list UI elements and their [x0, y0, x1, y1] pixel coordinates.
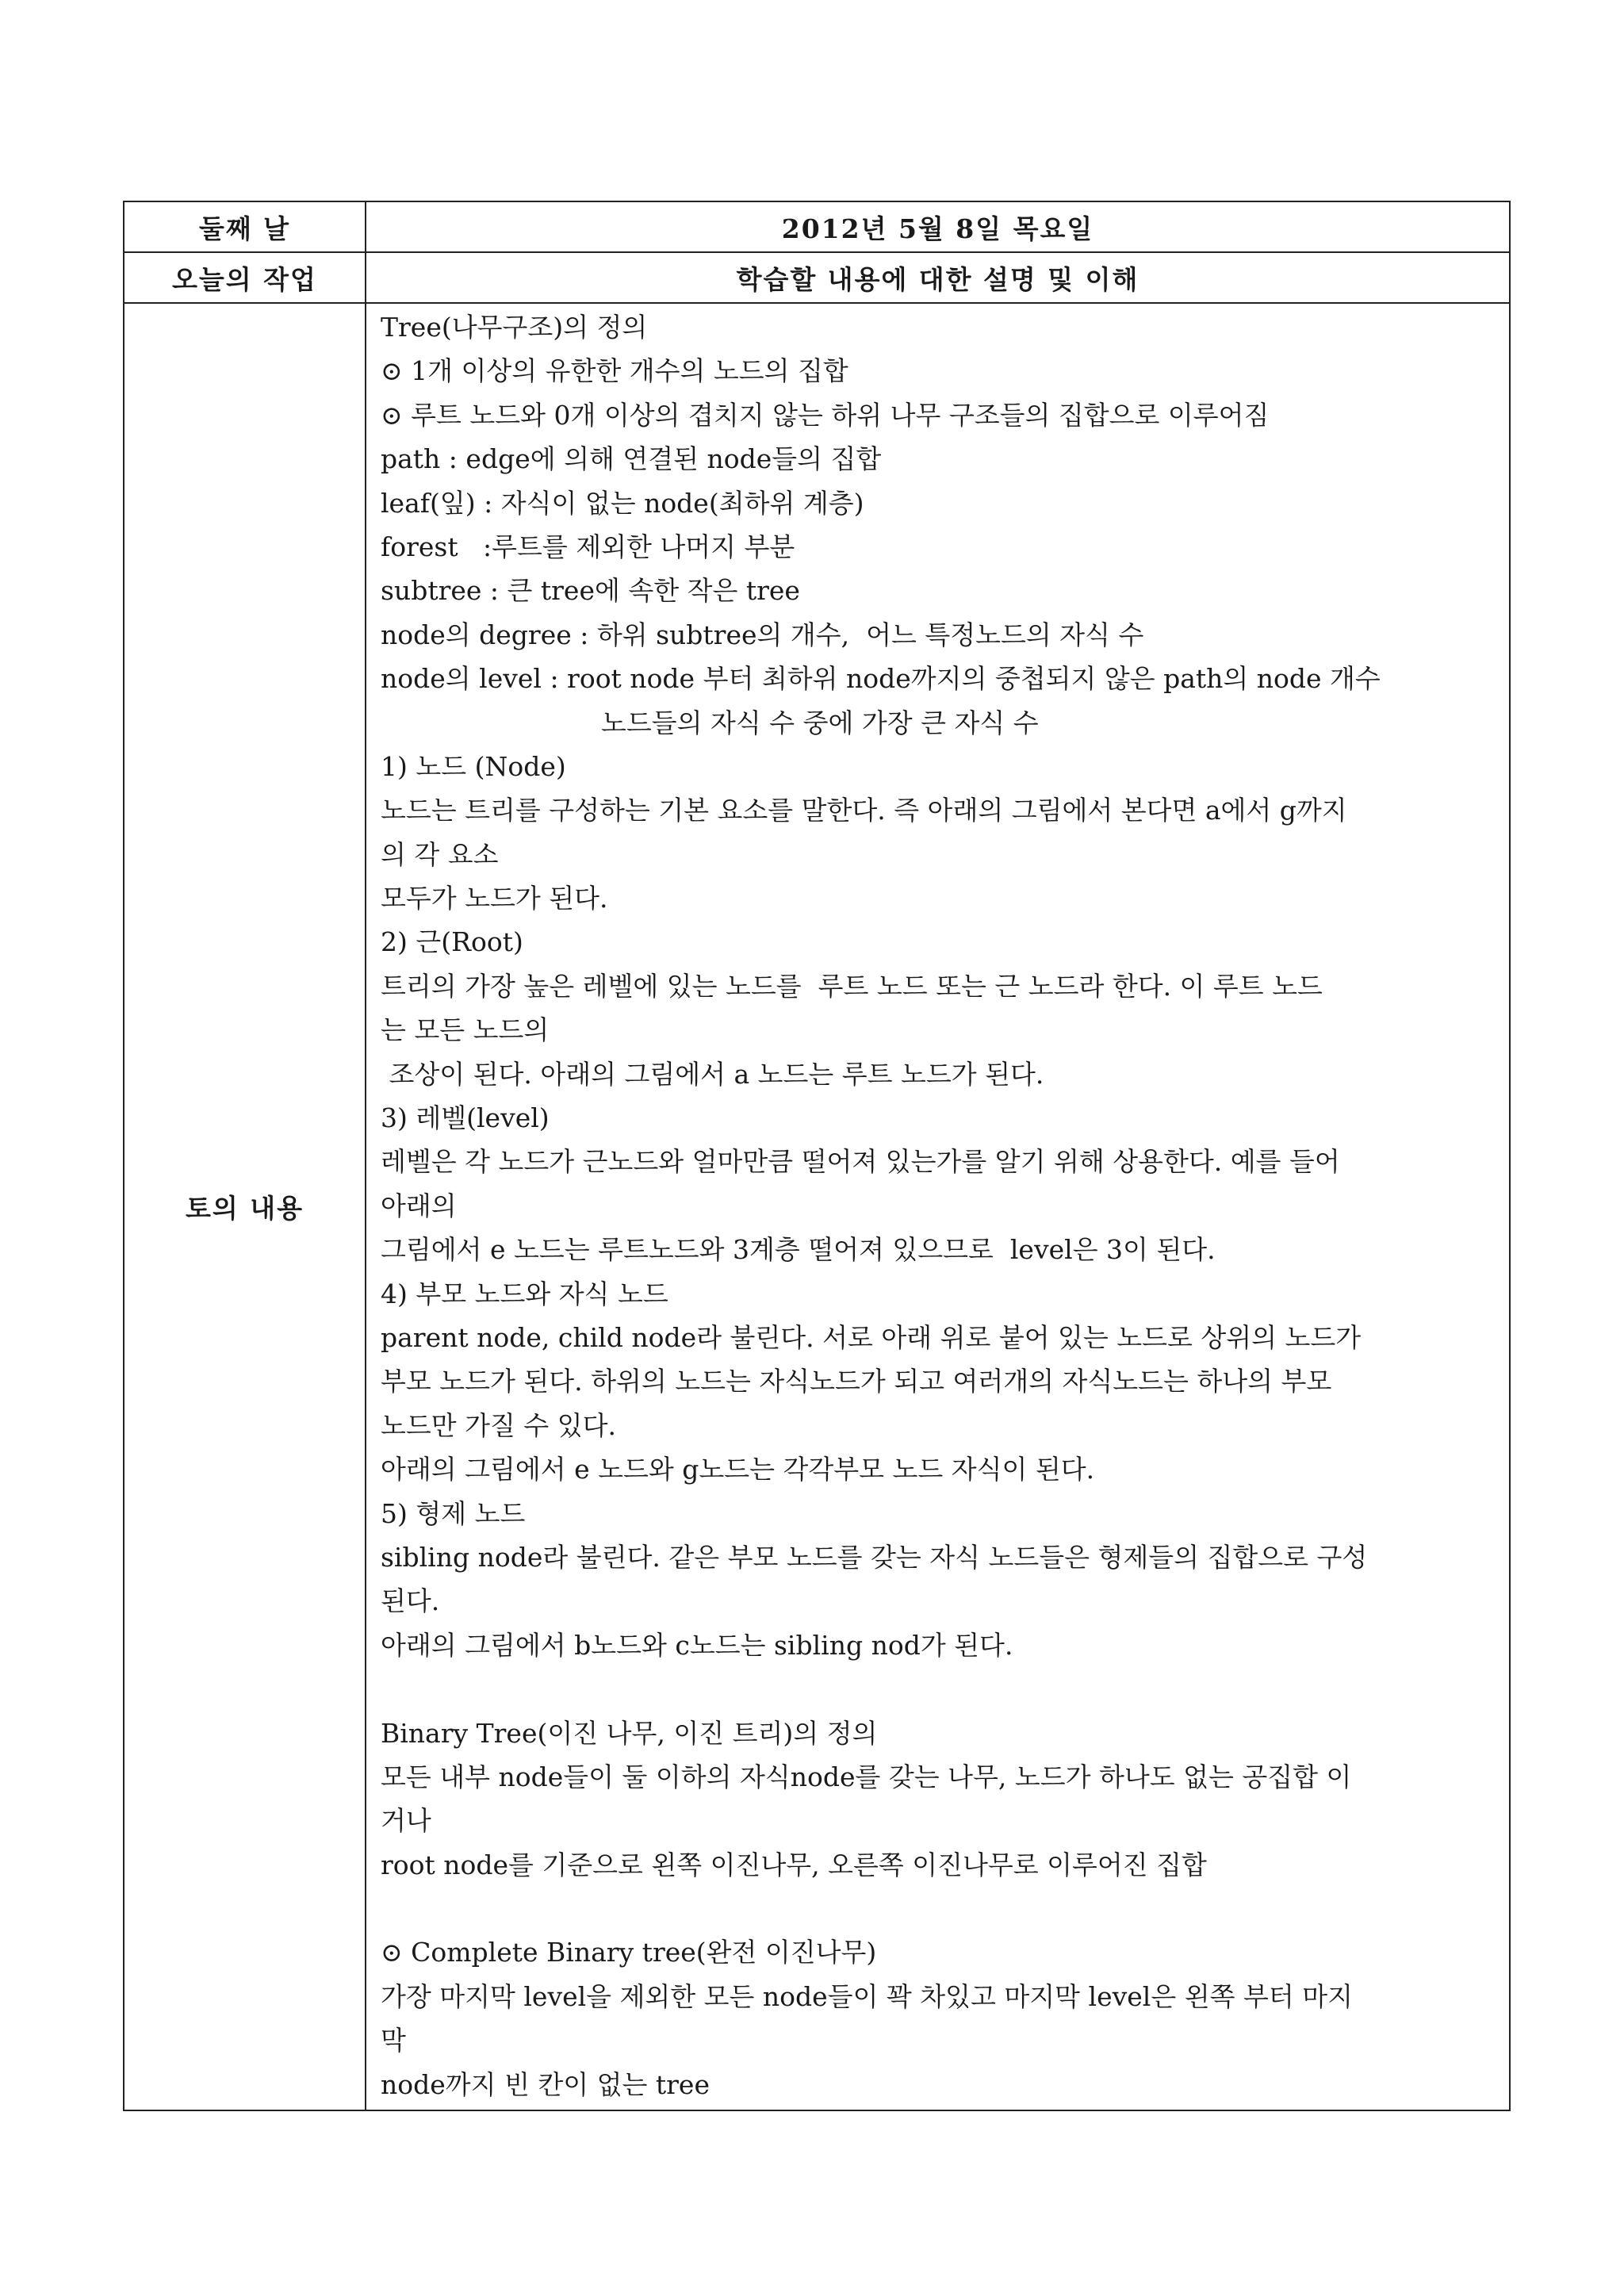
text-line: 레벨은 각 노드가 근노드와 얼마만큼 떨어져 있는가를 알기 위해 상용한다. 예를 들어 — [381, 1146, 1340, 1178]
text-line: 조상이 된다. 아래의 그림에서 a 노드는 루트 노드가 된다. — [381, 1058, 1044, 1090]
text-line: node까지 빈 칸이 없는 tree — [381, 2068, 710, 2100]
day-label: 둘째 날 — [124, 201, 366, 252]
text-line: 막 — [381, 2025, 406, 2056]
header-row-task — [124, 252, 1510, 303]
section-heading: 1) 노드 (Node) — [381, 750, 566, 782]
text-line: leaf(잎) : 자식이 없는 node(최하위 계층) — [381, 487, 864, 519]
text-line: 는 모든 노드의 — [381, 1014, 550, 1046]
blank-line — [381, 1887, 1495, 1930]
text-line: 아래의 그림에서 e 노드와 g노드는 각각부모 노드 자식이 된다. — [381, 1454, 1095, 1485]
task-label: 오늘의 작업 — [124, 252, 366, 303]
text-line: 아래의 그림에서 b노드와 c노드는 sibling nod가 된다. — [381, 1629, 1013, 1661]
task-value: 학습할 내용에 대한 설명 및 이해 — [366, 252, 1510, 303]
text-line: 모든 내부 node들이 둘 이하의 자식node를 갖는 나무, 노드가 하나도 없는 공집합 이 — [381, 1761, 1352, 1792]
blank-line — [381, 1667, 1495, 1711]
discussion-label: 토의 내용 — [124, 303, 366, 2110]
text-line: 노드만 가질 수 있다. — [381, 1409, 616, 1441]
text-line: parent node, child node라 불린다. 서로 아래 위로 붙어 있는 노드로 상위의 노드가 — [381, 1321, 1362, 1353]
text-line: Tree(나무구조)의 정의 — [381, 312, 648, 343]
text-line: 노드들의 자식 수 중에 가장 큰 자식 수 — [601, 707, 1039, 738]
text-line: root node를 기준으로 왼쪽 이진나무, 오른쪽 이진나무로 이루어진 집합 — [381, 1849, 1207, 1880]
text-line: 그림에서 e 노드는 루트노드와 3계층 떨어져 있으므로 level은 3이 된다. — [381, 1234, 1216, 1266]
text-line: 노드는 트리를 구성하는 기본 요소를 말한다. 즉 아래의 그림에서 본다면 a에서 g까지 — [381, 795, 1347, 826]
text-line: 부모 노드가 된다. 하위의 노드는 자식노드가 되고 여러개의 자식노드는 하나의 부모 — [381, 1366, 1332, 1397]
text-line: 거나 — [381, 1805, 431, 1837]
text-line: 아래의 — [381, 1190, 457, 1221]
text-line: 모두가 노드가 된다. — [381, 883, 608, 914]
text-line: 트리의 가장 높은 레벨에 있는 노드를 루트 노드 또는 근 노드라 한다. 이 루트 노드 — [381, 970, 1323, 1002]
header-row-day — [124, 201, 1510, 252]
section-heading: 5) 형제 노드 — [381, 1497, 526, 1529]
discussion-row — [124, 303, 1510, 2110]
section-heading: 4) 부모 노드와 자식 노드 — [381, 1278, 668, 1309]
date-value: 2012년 5월 8일 목요일 — [366, 201, 1510, 252]
section-heading: 3) 레벨(level) — [381, 1102, 550, 1134]
text-line: 된다. — [381, 1585, 440, 1617]
discussion-content — [366, 303, 1510, 2110]
text-line: forest :루트를 제외한 나머지 부분 — [381, 531, 795, 562]
text-line: node의 degree : 하위 subtree의 개수, 어느 특정노드의 자식 수 — [381, 619, 1144, 650]
journal-table — [123, 201, 1511, 2111]
text-line: node의 level : root node 부터 최하위 node까지의 중첩되지 않은 path의 node 개수 — [381, 663, 1381, 695]
text-line: ⊙ 1개 이상의 유한한 개수의 노드의 집합 — [381, 355, 848, 387]
text-line: 가장 마지막 level을 제외한 모든 node들이 꽉 차있고 마지막 level은 왼쪽 부터 마지 — [381, 1980, 1353, 2012]
section-heading: Binary Tree(이진 나무, 이진 트리)의 정의 — [381, 1717, 878, 1749]
text-line: path : edge에 의해 연결된 node들의 집합 — [381, 443, 882, 475]
section-heading: 2) 근(Root) — [381, 926, 523, 958]
text-line: subtree : 큰 tree에 속한 작은 tree — [381, 575, 800, 607]
text-line: 의 각 요소 — [381, 838, 499, 870]
text-line: ⊙ 루트 노드와 0개 이상의 겹치지 않는 하위 나무 구조들의 집합으로 이루어짐 — [381, 399, 1270, 431]
section-heading: ⊙ Complete Binary tree(완전 이진나무) — [381, 1937, 877, 1968]
text-line: sibling node라 불린다. 같은 부모 노드를 갖는 자식 노드들은 형제들의 집합으로 구성 — [381, 1541, 1368, 1573]
